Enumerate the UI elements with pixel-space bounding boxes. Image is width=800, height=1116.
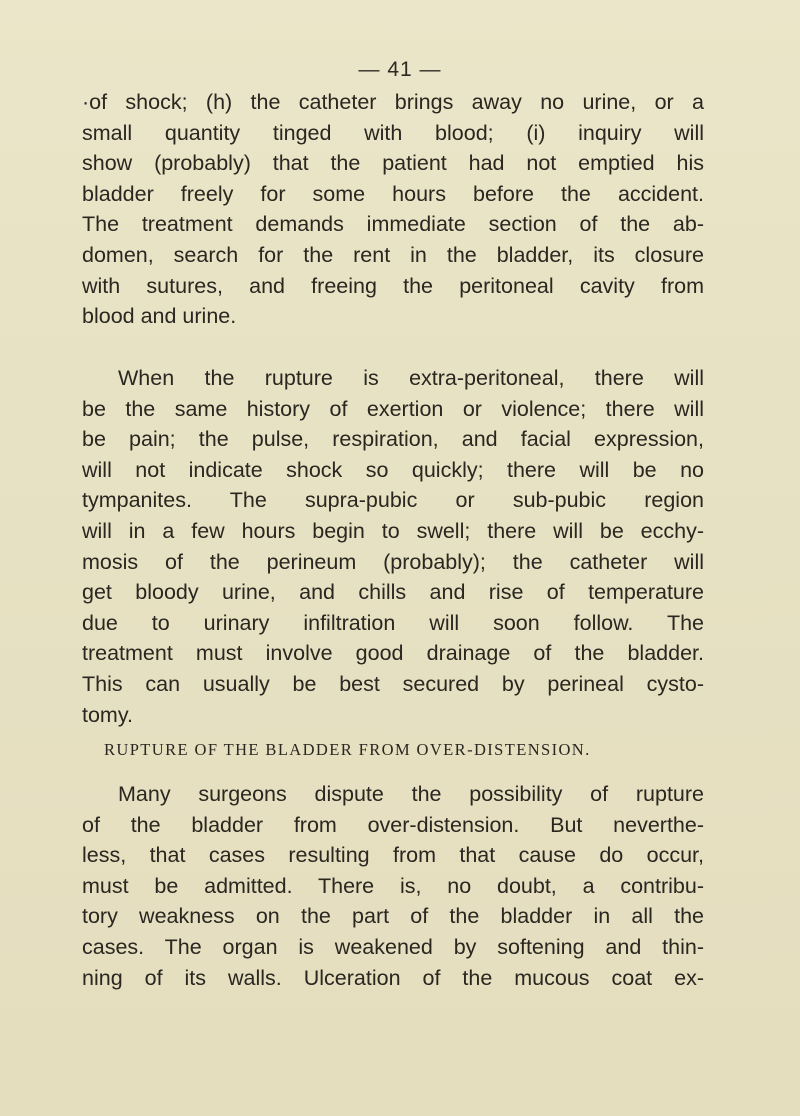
text-line: of the bladder from over-distension. But neverthe-	[82, 812, 704, 837]
text-line: be the same history of exertion or violence; there will	[82, 396, 704, 421]
text-line: When the rupture is extra-peritoneal, there will	[118, 366, 704, 390]
text-line: The treatment demands immediate section of the ab-	[82, 212, 704, 237]
paragraph-extra-peritoneal	[82, 363, 704, 730]
text-line: small quantity tinged with blood; (i) inquiry will	[82, 120, 704, 145]
text-line: This can usually be best secured by perineal cysto-	[82, 671, 704, 696]
paragraph-over-distension	[82, 779, 704, 993]
text-line: be pain; the pulse, respiration, and facial expression,	[82, 427, 704, 452]
page-number: — 41 —	[358, 58, 442, 81]
text-line: will in a few hours begin to swell; there will be ecchy-	[82, 518, 704, 543]
text-line: mosis of the perineum (probably); the catheter will	[82, 549, 704, 574]
text-line: must be admitted. There is, no doubt, a contribu-	[82, 873, 704, 898]
section-heading: RUPTURE OF THE BLADDER FROM OVER-DISTENSION.	[104, 740, 591, 759]
text-line: show (probably) that the patient had not emptied his	[82, 151, 704, 176]
text-line: less, that cases resulting from that cause do occur,	[82, 843, 704, 868]
text-line: get bloody urine, and chills and rise of temperature	[82, 580, 704, 605]
text-line: treatment must involve good drainage of the bladder.	[82, 641, 704, 666]
text-line: due to urinary infiltration will soon follow. The	[82, 610, 704, 635]
text-line: tomy.	[82, 702, 133, 727]
text-line: ·of shock; (h) the catheter brings away no urine, or a	[82, 90, 704, 114]
text-line: will not indicate shock so quickly; there will be no	[82, 457, 704, 482]
text-line: ning of its walls. Ulceration of the mucous coat ex-	[82, 965, 704, 990]
text-line: with sutures, and freeing the peritoneal cavity from	[82, 273, 704, 298]
text-line: blood and urine.	[82, 304, 237, 329]
text-line: Many surgeons dispute the possibility of rupture	[118, 782, 704, 806]
text-line: tympanites. The supra-pubic or sub-pubic region	[82, 488, 704, 513]
text-line: tory weakness on the part of the bladder in all the	[82, 904, 704, 929]
paragraph-shock-symptoms	[82, 87, 704, 332]
text-line: bladder freely for some hours before the accident.	[82, 181, 704, 206]
text-line: cases. The organ is weakened by softening and thin-	[82, 934, 704, 959]
text-line: domen, search for the rent in the bladder, its closure	[82, 242, 704, 267]
